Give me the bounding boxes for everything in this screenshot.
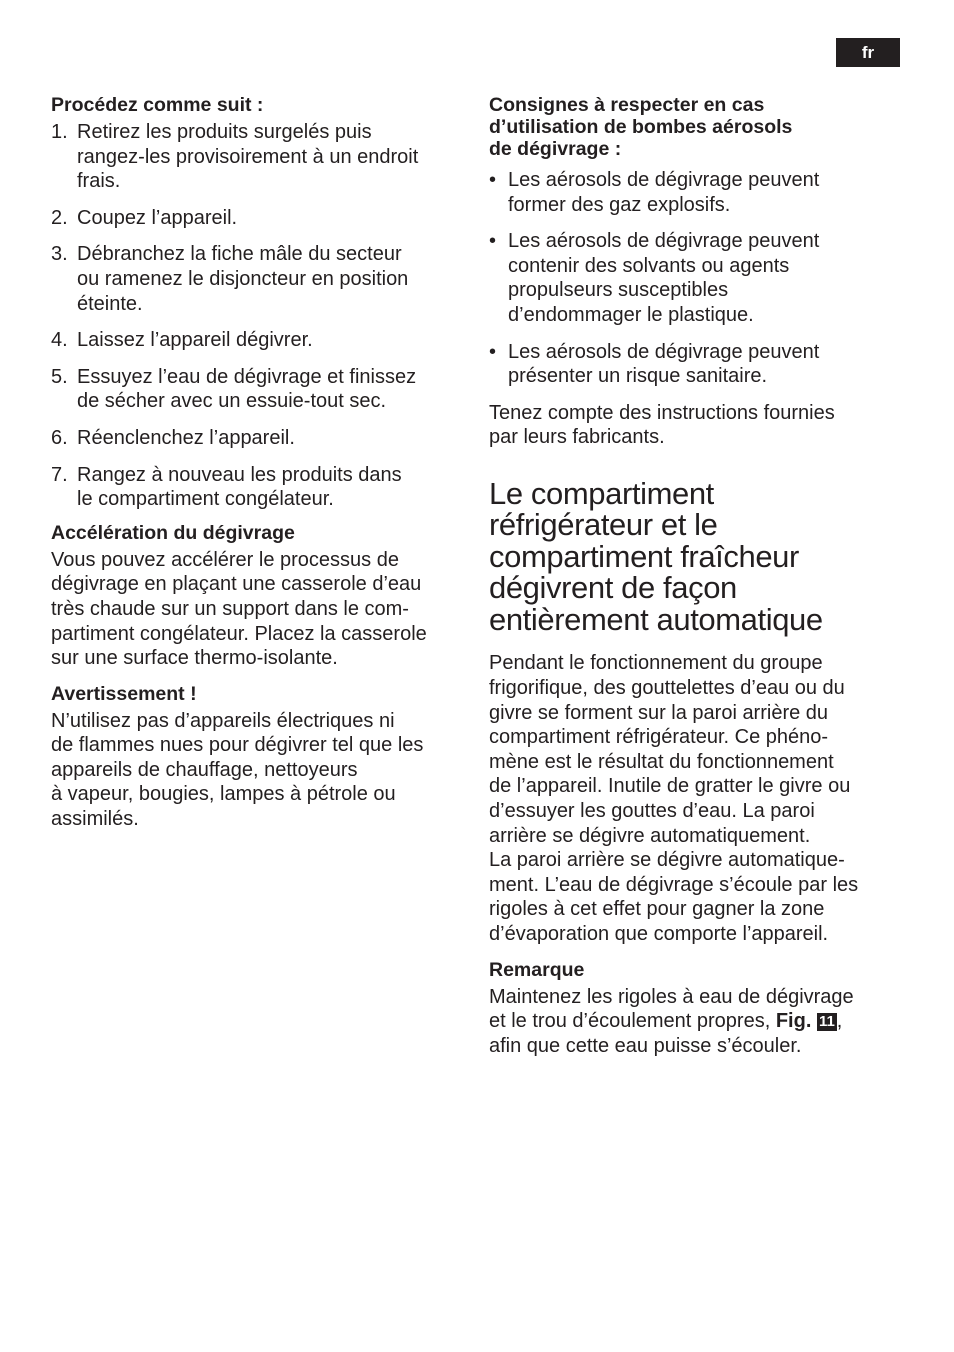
list-item [489, 229, 907, 327]
bullet-text: Les aérosols de dégivrage peuvent contenir des solvants ou agents propulseurs susceptibles d’endommager le plastique. [508, 230, 820, 326]
list-item [51, 328, 469, 353]
list-item [51, 206, 469, 231]
list-item [489, 340, 907, 389]
note-text-after: , afin que cette eau puisse s’écouler. [489, 1010, 843, 1057]
step-number: 7. [51, 463, 68, 486]
procedure-heading: Procédez comme suit : [51, 94, 264, 116]
step-number: 3. [51, 243, 68, 266]
step-number: 5. [51, 365, 68, 388]
list-item [51, 426, 469, 451]
figure-number-icon: 11 [818, 1013, 835, 1031]
aerosol-heading: Consignes à respecter en cas d’utilisation de bombes aérosols de dégivrage : [489, 94, 793, 160]
step-number: 1. [51, 121, 68, 143]
bullet-text: Les aérosols de dégivrage peuvent former des gaz explosifs. [508, 169, 820, 216]
auto-defrost-paragraph: Pendant le fonctionnement du groupe frigorifique, des gouttelettes d’eau ou du givre se forment sur la paroi arrière du compartiment réfrigérateur. Ce phéno- mène est le résultat du fonctionnement de l’appareil. Inutile de gratter le givre ou d’essuyer les gouttes d’eau. La paroi arrière se dégivre automatiquement. La paroi arrière se dégivre automatique- ment. L’eau de dégivrage s’écoule par les rigoles à cet effet pour gagner la zone d’évaporation que comporte l’appareil. [489, 652, 859, 945]
step-text: Rangez à nouveau les produits dans le compartiment congélateur. [77, 463, 402, 511]
note-paragraph [489, 985, 907, 1059]
list-item [51, 463, 469, 512]
step-text: Coupez l’appareil. [77, 206, 238, 229]
bullet-icon: • [489, 169, 497, 191]
aerosol-bullets [489, 168, 907, 389]
step-text: Essuyez l’eau de dégivrage et finissez de sécher avec un essuie-tout sec. [77, 365, 417, 413]
step-number: 2. [51, 206, 68, 229]
step-text: Retirez les produits surgelés puis rangez-les provisoirement à un endroit frais. [77, 121, 419, 193]
list-item [51, 242, 469, 316]
step-text: Laissez l’appareil dégivrer. [77, 329, 313, 352]
step-text: Réenclenchez l’appareil. [77, 426, 295, 449]
list-item [51, 120, 469, 194]
acceleration-heading: Accélération du dégivrage [51, 521, 295, 544]
section-title: Le compartiment réfrigérateur et le compartiment fraîcheur dégivrent de façon entièrement automatique [489, 475, 823, 637]
list-item [51, 365, 469, 414]
left-column [51, 94, 469, 832]
step-number: 4. [51, 329, 68, 352]
step-number: 6. [51, 426, 68, 449]
acceleration-paragraph: Vous pouvez accélérer le processus de dégivrage en plaçant une casserole d’eau très chaude sur un support dans le com- partiment congélateur. Placez la casserole sur une surface thermo-isolante. [51, 548, 427, 670]
right-column [489, 94, 907, 1058]
language-tab: fr [836, 38, 900, 67]
bullet-icon: • [489, 230, 497, 253]
note-heading: Remarque [489, 958, 585, 981]
figure-reference: Fig. [775, 1010, 812, 1033]
note-text-before: Maintenez les rigoles à eau de dégivrage et le trou d’écoulement propres, [489, 985, 854, 1033]
warning-paragraph: N’utilisez pas d’appareils électriques ni de flammes nues pour dégivrer tel que les appareils de chauffage, nettoyeurs à vapeur, bougies, lampes à pétrole ou assimilés. [51, 709, 424, 831]
procedure-steps [51, 120, 469, 512]
warning-heading: Avertissement ! [51, 682, 197, 705]
manufacturer-instructions-paragraph: Tenez compte des instructions fournies par leurs fabricants. [489, 401, 835, 449]
list-item [489, 168, 907, 217]
bullet-text: Les aérosols de dégivrage peuvent présenter un risque sanitaire. [508, 340, 820, 388]
bullet-icon: • [489, 340, 497, 363]
step-text: Débranchez la fiche mâle du secteur ou ramenez le disjoncteur en position éteinte. [77, 243, 409, 315]
